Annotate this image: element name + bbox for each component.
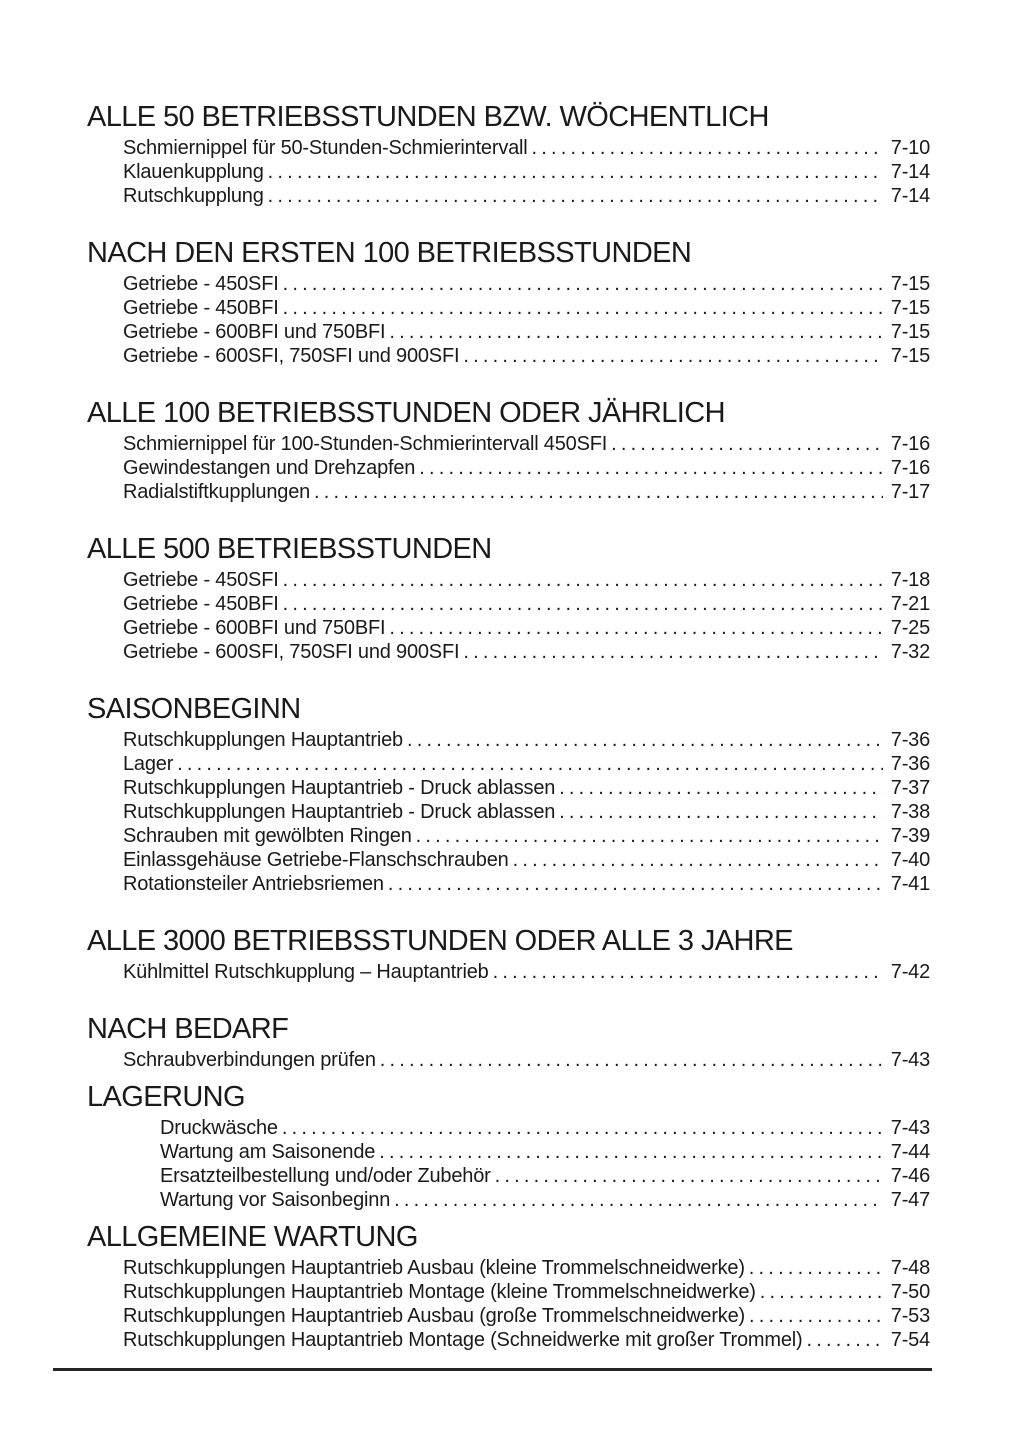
dot-leader xyxy=(749,1304,883,1328)
toc-entry xyxy=(123,320,930,344)
toc-entry xyxy=(123,776,930,800)
entry-page-number: 7-54 xyxy=(890,1329,930,1351)
toc-entry xyxy=(123,160,930,184)
dot-leader xyxy=(416,824,883,848)
entry-label: Einlassgehäuse Getriebe-Flanschschrauben xyxy=(123,849,509,871)
entry-label: Rotationsteiler Antriebsriemen xyxy=(123,873,384,895)
section-heading: ALLE 100 BETRIEBSSTUNDEN ODER JÄHRLICH xyxy=(87,397,725,429)
toc-entry xyxy=(123,1280,930,1304)
footer-rule xyxy=(53,1368,932,1371)
section-heading: SAISONBEGINN xyxy=(87,693,301,725)
toc-entry xyxy=(123,800,930,824)
toc-entry xyxy=(160,1188,930,1212)
toc-entry xyxy=(123,592,930,616)
dot-leader xyxy=(495,1164,883,1188)
entry-page-number: 7-41 xyxy=(890,873,930,895)
toc-entry xyxy=(123,728,930,752)
entry-label: Getriebe - 450BFI xyxy=(123,593,279,615)
entry-label: Getriebe - 450BFI xyxy=(123,297,279,319)
toc-entry xyxy=(123,272,930,296)
section-entries xyxy=(87,1048,930,1072)
entry-page-number: 7-15 xyxy=(890,321,930,343)
dot-leader xyxy=(806,1328,883,1352)
toc-section xyxy=(87,926,930,984)
toc-section xyxy=(87,534,930,664)
dot-leader xyxy=(760,1280,883,1304)
entry-page-number: 7-46 xyxy=(890,1165,930,1187)
dot-leader xyxy=(268,160,883,184)
entry-page-number: 7-38 xyxy=(890,801,930,823)
dot-leader xyxy=(419,456,883,480)
entry-label: Rutschkupplungen Hauptantrieb - Druck ablassen xyxy=(123,777,556,799)
entry-page-number: 7-37 xyxy=(890,777,930,799)
toc-entry xyxy=(160,1164,930,1188)
toc-entry xyxy=(123,344,930,368)
entry-page-number: 7-36 xyxy=(890,729,930,751)
entry-label: Rutschkupplungen Hauptantrieb xyxy=(123,729,403,751)
section-heading: ALLE 500 BETRIEBSSTUNDEN xyxy=(87,533,492,565)
section-heading: ALLE 3000 BETRIEBSSTUNDEN ODER ALLE 3 JAHRE xyxy=(87,925,793,957)
toc xyxy=(87,102,930,1352)
toc-entry xyxy=(123,432,930,456)
dot-leader xyxy=(389,616,883,640)
toc-entry xyxy=(123,136,930,160)
toc-entry xyxy=(123,848,930,872)
toc-entry xyxy=(123,616,930,640)
dot-leader xyxy=(283,592,883,616)
toc-entry xyxy=(123,568,930,592)
toc-section xyxy=(87,1222,930,1352)
section-entries xyxy=(87,1256,930,1352)
entry-label: Rutschkupplungen Hauptantrieb - Druck ablassen xyxy=(123,801,556,823)
toc-entry xyxy=(123,752,930,776)
section-heading: ALLGEMEINE WARTUNG xyxy=(87,1221,418,1253)
dot-leader xyxy=(559,776,883,800)
entry-page-number: 7-43 xyxy=(890,1049,930,1071)
entry-label: Radialstiftkupplungen xyxy=(123,481,311,503)
entry-page-number: 7-44 xyxy=(890,1141,930,1163)
dot-leader xyxy=(177,752,883,776)
toc-entry xyxy=(123,456,930,480)
entry-label: Getriebe - 450SFI xyxy=(123,569,279,591)
entry-page-number: 7-16 xyxy=(890,457,930,479)
entry-label: Lager xyxy=(123,753,174,775)
entry-label: Schmiernippel für 50-Stunden-Schmierintervall xyxy=(123,137,528,159)
dot-leader xyxy=(389,320,883,344)
toc-section xyxy=(87,398,930,504)
section-heading: ALLE 50 BETRIEBSSTUNDEN BZW. WÖCHENTLICH xyxy=(87,101,769,133)
entry-label: Druckwäsche xyxy=(160,1117,278,1139)
section-heading: NACH DEN ERSTEN 100 BETRIEBSSTUNDEN xyxy=(87,237,692,269)
entry-page-number: 7-42 xyxy=(890,961,930,983)
entry-page-number: 7-17 xyxy=(890,481,930,503)
toc-entry xyxy=(123,960,930,984)
toc-entry xyxy=(123,1328,930,1352)
entry-page-number: 7-47 xyxy=(890,1189,930,1211)
entry-label: Wartung vor Saisonbeginn xyxy=(160,1189,391,1211)
dot-leader xyxy=(463,640,883,664)
dot-leader xyxy=(611,432,883,456)
entry-label: Schrauben mit gewölbten Ringen xyxy=(123,825,412,847)
entry-page-number: 7-10 xyxy=(890,137,930,159)
entry-page-number: 7-15 xyxy=(890,273,930,295)
entry-label: Getriebe - 600SFI, 750SFI und 900SFI xyxy=(123,641,460,663)
entry-label: Getriebe - 600BFI und 750BFI xyxy=(123,321,386,343)
toc-entry xyxy=(123,296,930,320)
entry-label: Klauenkupplung xyxy=(123,161,264,183)
entry-label: Getriebe - 600BFI und 750BFI xyxy=(123,617,386,639)
entry-label: Gewindestangen und Drehzapfen xyxy=(123,457,416,479)
entry-label: Rutschkupplungen Hauptantrieb Ausbau (kleine Trommelschneidwerke) xyxy=(123,1257,745,1279)
toc-entry xyxy=(123,872,930,896)
toc-section xyxy=(87,238,930,368)
entry-page-number: 7-15 xyxy=(890,345,930,367)
dot-leader xyxy=(394,1188,883,1212)
dot-leader xyxy=(283,568,883,592)
toc-entry xyxy=(123,1256,930,1280)
toc-entry xyxy=(123,184,930,208)
entry-label: Wartung am Saisonende xyxy=(160,1141,376,1163)
entry-label: Rutschkupplung xyxy=(123,185,264,207)
entry-page-number: 7-50 xyxy=(890,1281,930,1303)
section-entries xyxy=(87,728,930,896)
dot-leader xyxy=(749,1256,883,1280)
toc-entry xyxy=(123,1304,930,1328)
section-entries xyxy=(87,568,930,664)
section-heading: NACH BEDARF xyxy=(87,1013,289,1045)
entry-page-number: 7-25 xyxy=(890,617,930,639)
dot-leader xyxy=(379,1140,883,1164)
toc-entry xyxy=(123,640,930,664)
toc-entry xyxy=(160,1116,930,1140)
entry-page-number: 7-16 xyxy=(890,433,930,455)
entry-page-number: 7-18 xyxy=(890,569,930,591)
toc-section xyxy=(87,1014,930,1072)
entry-page-number: 7-53 xyxy=(890,1305,930,1327)
section-entries xyxy=(87,432,930,504)
dot-leader xyxy=(513,848,883,872)
entry-page-number: 7-48 xyxy=(890,1257,930,1279)
section-entries xyxy=(87,272,930,368)
entry-page-number: 7-32 xyxy=(890,641,930,663)
toc-entry xyxy=(123,824,930,848)
section-entries xyxy=(87,1116,930,1212)
dot-leader xyxy=(314,480,883,504)
entry-page-number: 7-14 xyxy=(890,185,930,207)
entry-label: Schmiernippel für 100-Stunden-Schmierintervall 450SFI xyxy=(123,433,608,455)
entry-page-number: 7-36 xyxy=(890,753,930,775)
dot-leader xyxy=(388,872,883,896)
dot-leader xyxy=(493,960,883,984)
entry-label: Kühlmittel Rutschkupplung – Hauptantrieb xyxy=(123,961,489,983)
entry-page-number: 7-21 xyxy=(890,593,930,615)
toc-section xyxy=(87,1082,930,1212)
dot-leader xyxy=(283,296,883,320)
entry-label: Rutschkupplungen Hauptantrieb Ausbau (große Trommelschneidwerke) xyxy=(123,1305,745,1327)
dot-leader xyxy=(559,800,883,824)
entry-label: Schraubverbindungen prüfen xyxy=(123,1049,376,1071)
entry-page-number: 7-15 xyxy=(890,297,930,319)
toc-section xyxy=(87,102,930,208)
entry-page-number: 7-40 xyxy=(890,849,930,871)
entry-page-number: 7-39 xyxy=(890,825,930,847)
toc-entry xyxy=(160,1140,930,1164)
entry-page-number: 7-14 xyxy=(890,161,930,183)
toc-entry xyxy=(123,480,930,504)
entry-label: Rutschkupplungen Hauptantrieb Montage (Schneidwerke mit großer Trommel) xyxy=(123,1329,803,1351)
entry-label: Rutschkupplungen Hauptantrieb Montage (kleine Trommelschneidwerke) xyxy=(123,1281,756,1303)
entry-label: Ersatzteilbestellung und/oder Zubehör xyxy=(160,1165,491,1187)
entry-page-number: 7-43 xyxy=(890,1117,930,1139)
dot-leader xyxy=(407,728,883,752)
dot-leader xyxy=(380,1048,883,1072)
toc-entry xyxy=(123,1048,930,1072)
section-entries xyxy=(87,960,930,984)
dot-leader xyxy=(283,272,883,296)
entry-label: Getriebe - 600SFI, 750SFI und 900SFI xyxy=(123,345,460,367)
toc-section xyxy=(87,694,930,896)
section-heading: LAGERUNG xyxy=(87,1081,245,1113)
dot-leader xyxy=(463,344,883,368)
dot-leader xyxy=(532,136,883,160)
entry-label: Getriebe - 450SFI xyxy=(123,273,279,295)
dot-leader xyxy=(282,1116,883,1140)
dot-leader xyxy=(268,184,883,208)
section-entries xyxy=(87,136,930,208)
